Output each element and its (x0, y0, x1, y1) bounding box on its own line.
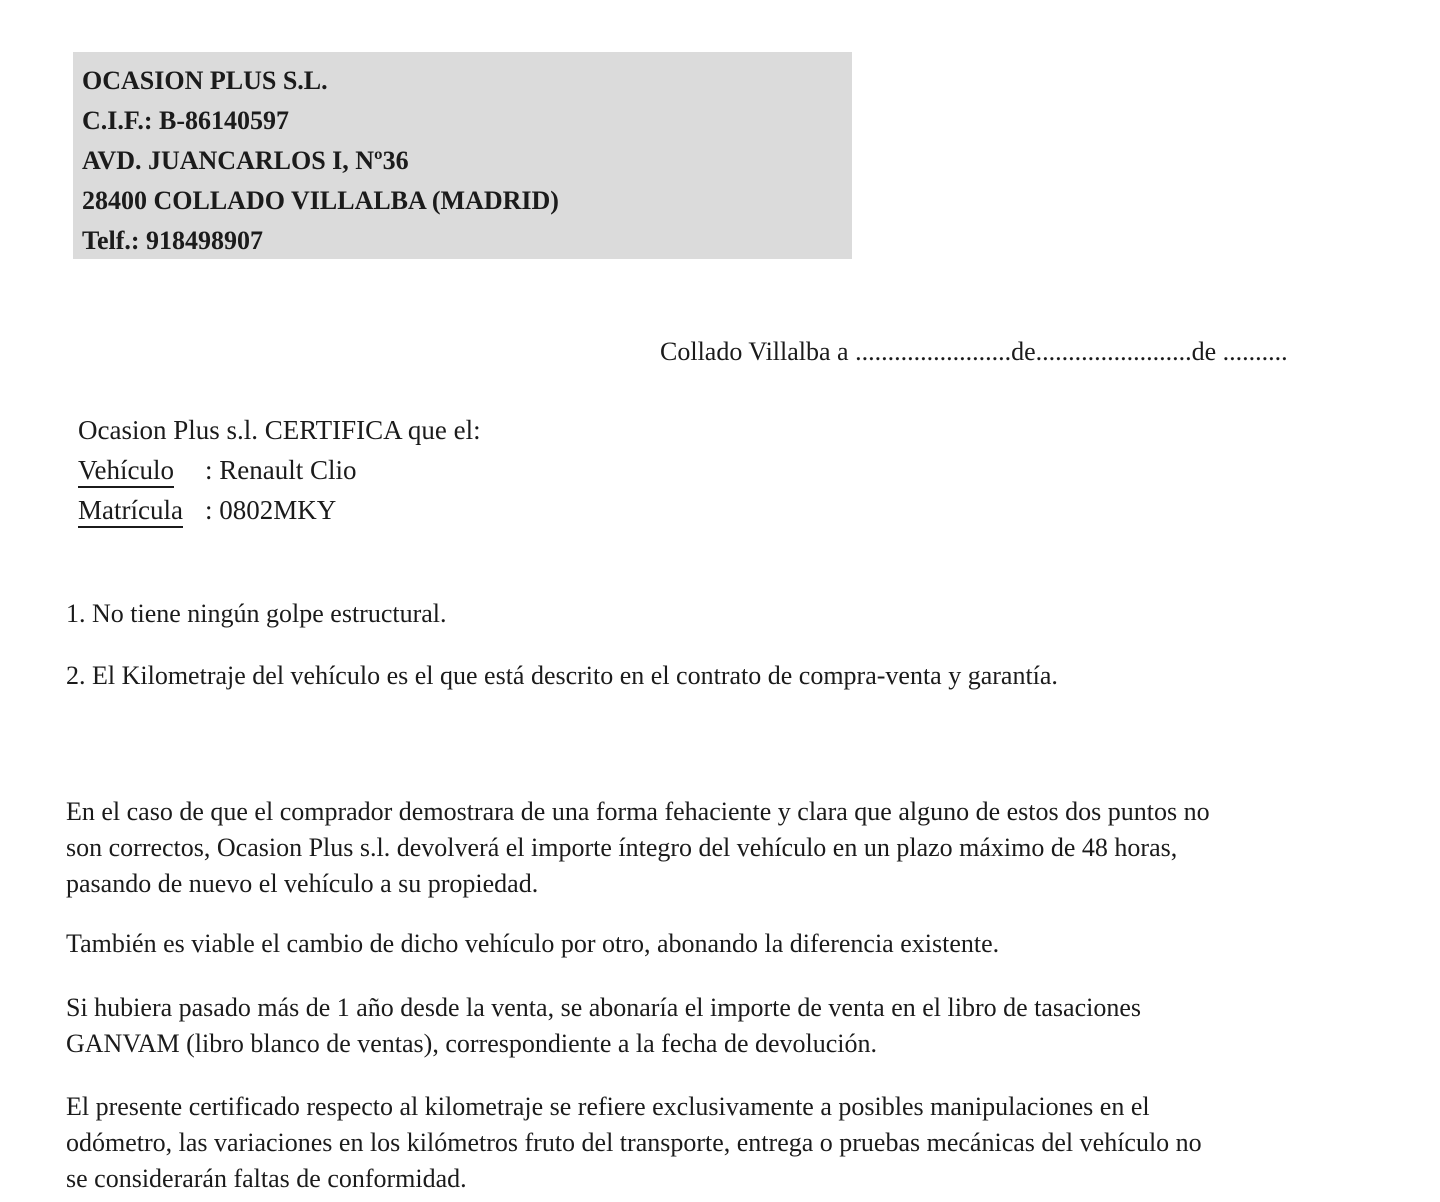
company-phone: Telf.: 918498907 (82, 226, 264, 255)
paragraph-odometer-scope (66, 1089, 1202, 1197)
paragraph-line: se considerarán faltas de conformidad. (66, 1164, 467, 1193)
paragraph-exchange-option (66, 926, 999, 962)
company-name: OCASION PLUS S.L. (82, 66, 328, 95)
paragraph-line: pasando de nuevo el vehículo a su propiedad. (66, 869, 539, 898)
paragraph-line: odómetro, las variaciones en los kilómetros fruto del transporte, entrega o pruebas mecánicas del vehículo no (66, 1128, 1202, 1157)
clause-mileage: 2. El Kilometraje del vehículo es el que está descrito en el contrato de compra-venta y garantía. (66, 661, 1058, 690)
paragraph-line: También es viable el cambio de dicho vehículo por otro, abonando la diferencia existente. (66, 929, 1000, 958)
certify-section (78, 410, 481, 530)
company-header-block (73, 52, 852, 259)
paragraph-ganvam-valuation (66, 990, 1141, 1062)
vehicle-label-cell (78, 450, 205, 490)
plate-value: : 0802MKY (205, 495, 337, 525)
certify-intro: Ocasion Plus s.l. CERTIFICA que el: (78, 415, 481, 445)
paragraph-refund-policy (66, 794, 1210, 902)
clause-structural-damage: 1. No tiene ningún golpe estructural. (66, 599, 447, 628)
company-city: 28400 COLLADO VILLALBA (MADRID) (82, 186, 559, 215)
vehicle-label: Vehículo (78, 455, 174, 488)
vehicle-value: : Renault Clio (205, 455, 357, 485)
paragraph-line: El presente certificado respecto al kilometraje se refiere exclusivamente a posibles manipulaciones en el (66, 1092, 1150, 1121)
vehicle-field (78, 450, 481, 490)
paragraph-line: En el caso de que el comprador demostrara de una forma fehaciente y clara que alguno de estos dos puntos no (66, 797, 1210, 826)
date-place-line: Collado Villalba a ........................de........................de .......... (660, 337, 1288, 366)
company-address: AVD. JUANCARLOS I, Nº36 (82, 146, 409, 175)
plate-label: Matrícula (78, 495, 183, 528)
paragraph-line: son correctos, Ocasion Plus s.l. devolverá el importe íntegro del vehículo en un plazo máximo de 48 horas, (66, 833, 1178, 862)
plate-field (78, 490, 481, 530)
paragraph-line: GANVAM (libro blanco de ventas), correspondiente a la fecha de devolución. (66, 1029, 878, 1058)
company-cif: C.I.F.: B-86140597 (82, 106, 290, 135)
paragraph-line: Si hubiera pasado más de 1 año desde la venta, se abonaría el importe de venta en el libro de tasaciones (66, 993, 1142, 1022)
plate-label-cell (78, 490, 205, 530)
